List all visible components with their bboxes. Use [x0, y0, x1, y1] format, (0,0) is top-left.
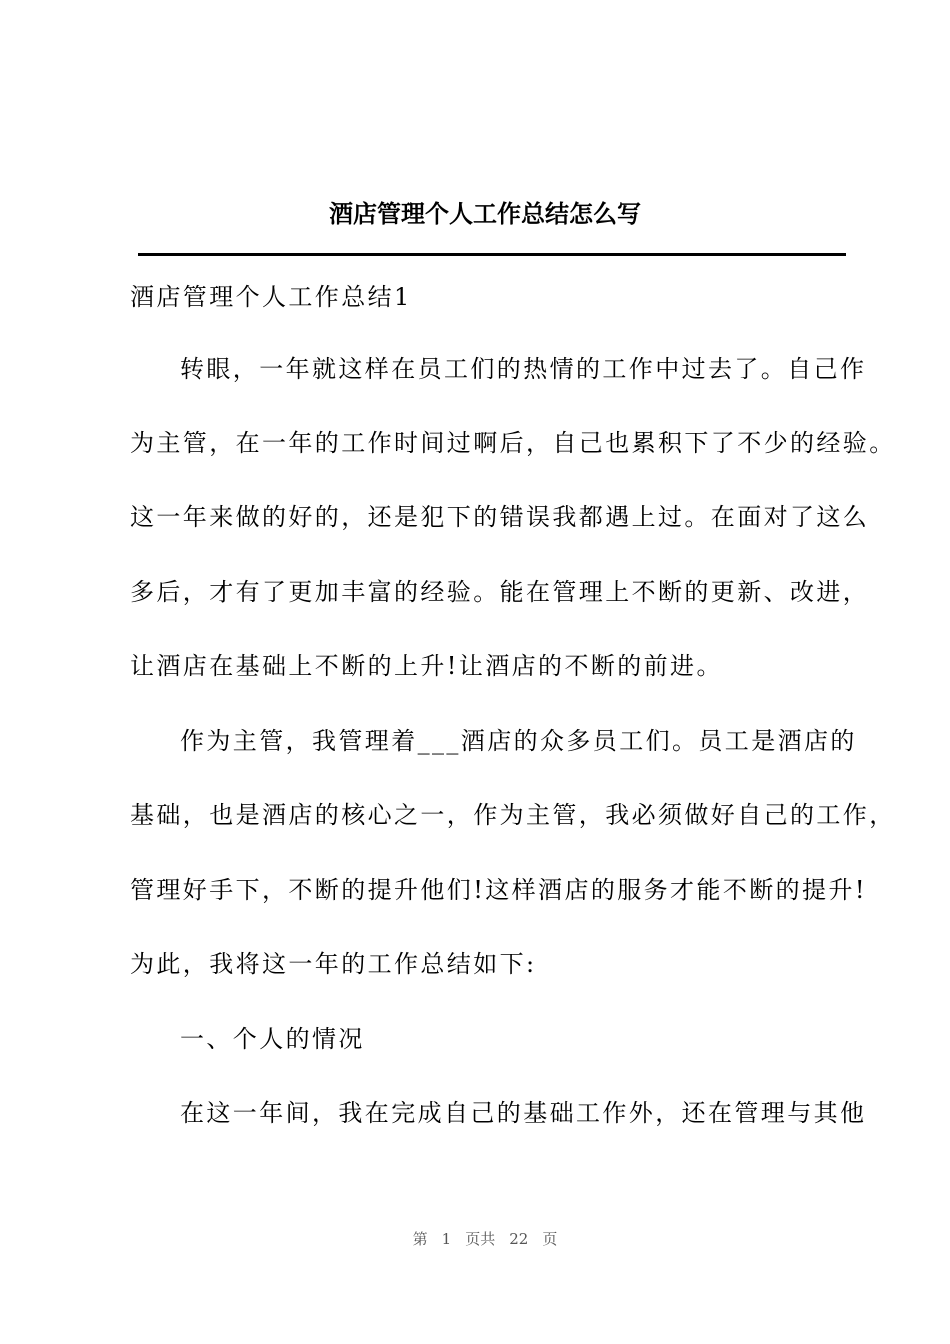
title-underline — [138, 253, 846, 256]
footer-total-pages: 22 — [509, 1230, 529, 1248]
footer-prefix: 第 — [412, 1230, 428, 1248]
paragraph-line: 在这一年间，我在完成自己的基础工作外，还在管理与其他 — [180, 1099, 867, 1127]
subsection-heading: 一、个人的情况 — [180, 1025, 365, 1053]
paragraph-line: 管理好手下，不断的提升他们!这样酒店的服务才能不断的提升! — [130, 876, 867, 904]
paragraph-line: 这一年来做的好的，还是犯下的错误我都遇上过。在面对了这么 — [130, 503, 870, 531]
paragraph-line: 让酒店在基础上不断的上升!让酒店的不断的前进。 — [130, 652, 723, 680]
paragraph-line: 多后，才有了更加丰富的经验。能在管理上不断的更新、改进， — [130, 578, 870, 606]
paragraph-line: 为主管，在一年的工作时间过啊后，自己也累积下了不少的经验。 — [130, 429, 896, 457]
paragraph-line: 基础，也是酒店的核心之一，作为主管，我必须做好自己的工作， — [130, 801, 896, 829]
footer-middle: 页共 — [465, 1230, 496, 1248]
paragraph-line: 为此，我将这一年的工作总结如下: — [130, 950, 537, 978]
document-title: 酒店管理个人工作总结怎么写 — [329, 199, 641, 228]
section-heading: 酒店管理个人工作总结1 — [130, 283, 412, 311]
page-footer — [0, 1228, 950, 1250]
footer-current-page: 1 — [441, 1230, 452, 1248]
footer-suffix: 页 — [542, 1230, 558, 1248]
paragraph-line: 作为主管，我管理着___酒店的众多员工们。员工是酒店的 — [180, 727, 857, 755]
paragraph-line: 转眼，一年就这样在员工们的热情的工作中过去了。自己作 — [180, 355, 867, 383]
